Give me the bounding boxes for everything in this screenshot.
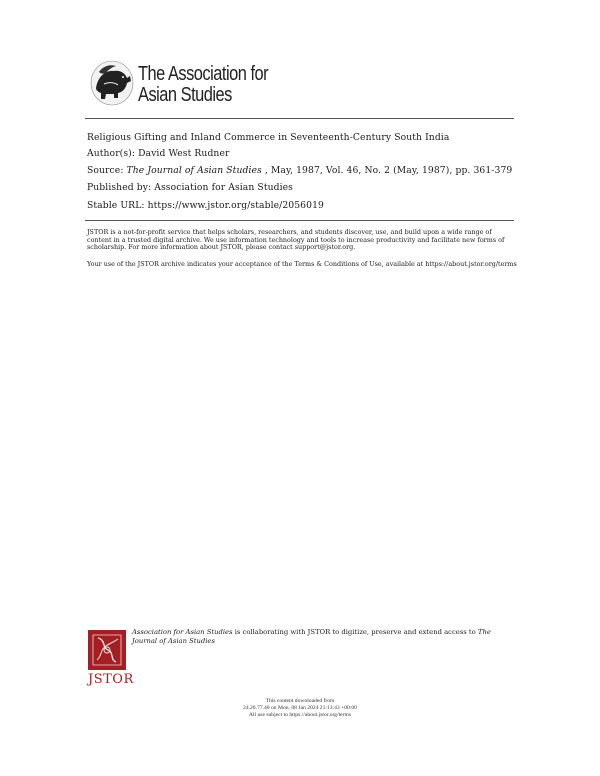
collab-org: Association for Asian Studies bbox=[132, 628, 233, 636]
middle-divider bbox=[85, 220, 514, 221]
article-publisher: Published by: Association for Asian Studies bbox=[87, 182, 293, 193]
aas-logo-line1: The Association for bbox=[138, 63, 269, 85]
collaboration-block bbox=[88, 626, 518, 696]
terms-notice: Your use of the JSTOR archive indicates your acceptance of the Terms & Conditions of Use, available at https://about.jstor.org/terms bbox=[87, 260, 517, 268]
collaboration-text bbox=[132, 628, 518, 646]
source-details: , May, 1987, Vol. 46, No. 2 (May, 1987), pp. 361-379 bbox=[261, 165, 513, 176]
jstor-notice: JSTOR is a not-for-profit service that helps scholars, researchers, and students discover, use, and build upon a wide range of content in a trusted digital archive. We use information technology and tools to increase productivity and facilitate new forms of scholarship. For more information about JSTOR, please contact support@jstor.org. bbox=[87, 228, 505, 252]
stable-url[interactable]: Stable URL: https://www.jstor.org/stable/2056019 bbox=[87, 200, 324, 211]
source-journal: The Journal of Asian Studies bbox=[126, 165, 262, 176]
aas-logo-text bbox=[138, 64, 268, 106]
article-title: Religious Gifting and Inland Commerce in Seventeenth-Century South India bbox=[87, 132, 450, 143]
footer-line1: This content downloaded from bbox=[265, 698, 335, 704]
aas-logo-line2: Asian Studies bbox=[138, 84, 232, 106]
download-footer bbox=[0, 698, 600, 719]
collab-middle: is collaborating with JSTOR to digitize, preserve and extend access to bbox=[232, 628, 478, 636]
footer-line3: All use subject to https://about.jstor.org/terms bbox=[248, 712, 352, 718]
jstor-wordmark: JSTOR bbox=[88, 672, 134, 687]
collab-journal: The Journal of Asian Studies bbox=[132, 628, 491, 645]
article-authors: Author(s): David West Rudner bbox=[87, 148, 230, 159]
top-divider bbox=[85, 118, 514, 119]
jstor-logo-icon bbox=[88, 630, 126, 670]
footer-line2: 24.20.77.40 on Mon, 08 Jan 2024 21:13:43 +00:00 bbox=[243, 705, 357, 711]
elephant-tiger-emblem-icon bbox=[90, 58, 134, 106]
source-prefix: Source: bbox=[87, 165, 127, 176]
article-source bbox=[87, 165, 512, 176]
aas-logo bbox=[90, 58, 310, 110]
